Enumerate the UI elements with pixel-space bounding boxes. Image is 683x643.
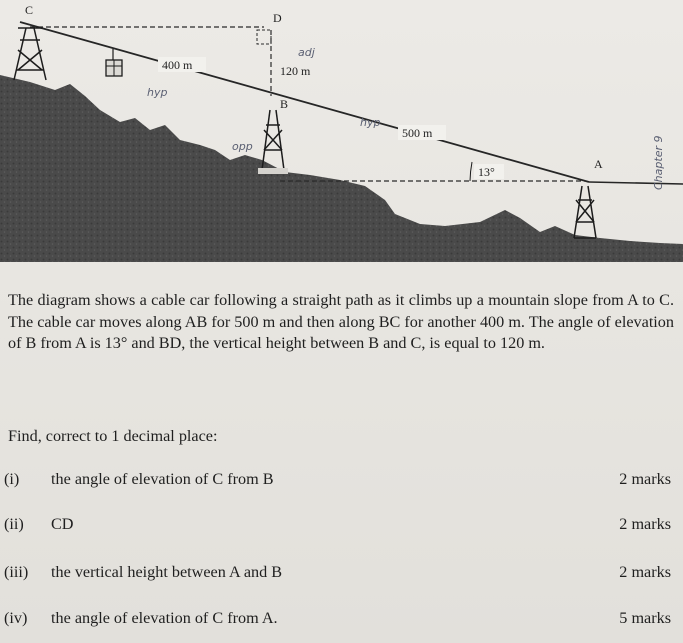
pylon-b xyxy=(262,110,284,170)
question-text: the angle of elevation of C from A. xyxy=(51,609,278,627)
bc-length-label: 400 m xyxy=(162,58,193,72)
handwritten-hyp-1: hyp xyxy=(147,86,168,99)
question-iv xyxy=(0,609,683,633)
problem-description: The diagram shows a cable car following a straight path as it climbs up a mountain slope from A to C. The cable car moves along AB for 500 m and then along BC for another 400 m. The angle of elevation of B from A is 13° and BD, the vertical height between B and C, is equal to 120 m. xyxy=(8,291,674,352)
question-marks: 2 marks xyxy=(619,515,671,533)
question-number: (iv) xyxy=(4,609,28,627)
question-number: (ii) xyxy=(4,515,24,533)
angle-arc-a xyxy=(470,162,472,181)
handwritten-adj: adj xyxy=(298,46,315,59)
question-number: (iii) xyxy=(4,563,29,581)
question-i xyxy=(0,470,683,494)
pylon-b-base xyxy=(258,168,288,174)
point-a-label: A xyxy=(594,157,603,171)
question-marks: 2 marks xyxy=(619,563,671,581)
mountain-silhouette xyxy=(0,75,683,262)
point-d-label: D xyxy=(273,11,282,25)
cable-car-diagram xyxy=(0,0,683,262)
question-marks: 5 marks xyxy=(619,609,671,627)
diagram-svg xyxy=(0,0,683,262)
point-c-label: C xyxy=(25,3,34,17)
pylon-a xyxy=(574,186,596,238)
handwritten-hyp-2: hyp xyxy=(360,116,381,129)
find-prompt: Find, correct to 1 decimal place: xyxy=(8,427,218,445)
angle-a-label: 13° xyxy=(478,165,495,179)
question-iii xyxy=(0,563,683,587)
right-angle-marker-d xyxy=(257,30,271,44)
handwritten-side-note: Chapter 9 xyxy=(652,135,665,190)
question-text: the angle of elevation of C from B xyxy=(51,470,274,488)
question-text: the vertical height between A and B xyxy=(51,563,283,581)
bd-height-label: 120 m xyxy=(280,64,311,78)
question-ii xyxy=(0,515,683,539)
ab-length-label: 500 m xyxy=(402,126,433,140)
cable-car-icon xyxy=(106,49,122,76)
pylon-c xyxy=(14,28,46,80)
point-b-label: B xyxy=(280,97,289,111)
question-number: (i) xyxy=(4,470,20,488)
question-marks: 2 marks xyxy=(619,470,671,488)
handwritten-opp: opp xyxy=(232,140,253,153)
question-text: CD xyxy=(51,515,74,533)
cable-extension xyxy=(589,182,683,184)
